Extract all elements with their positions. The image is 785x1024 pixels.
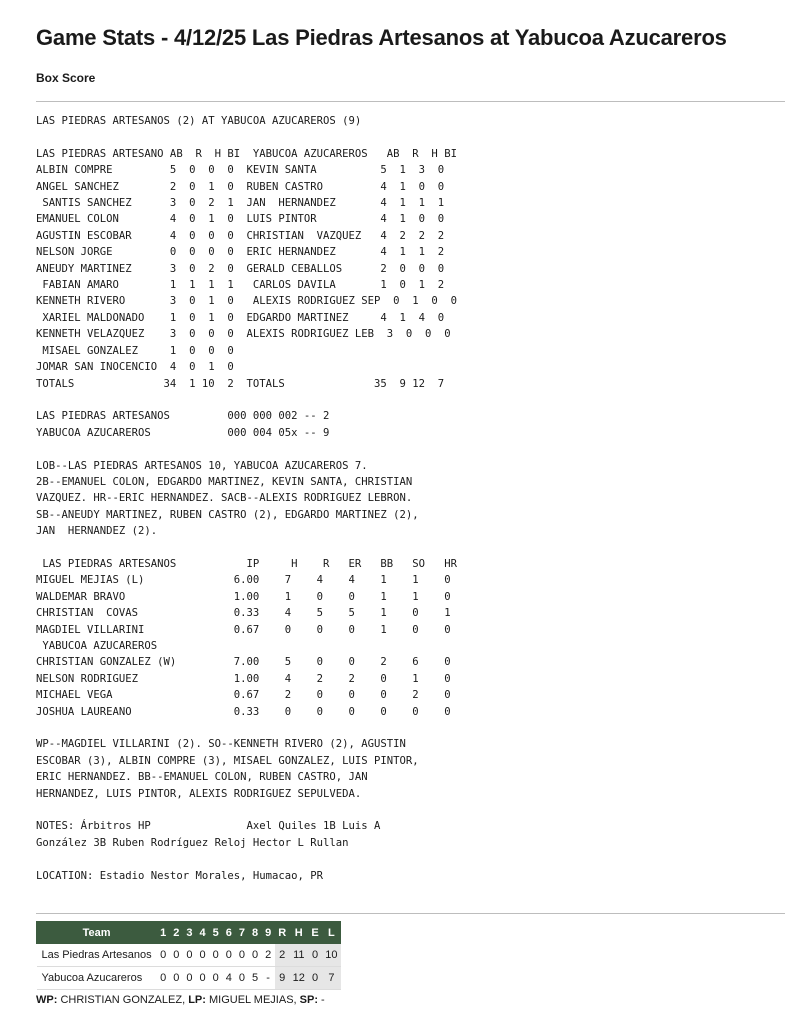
inning-cell: 0 <box>222 944 235 967</box>
header-cell: R <box>275 922 290 944</box>
runs-cell: 9 <box>275 967 290 990</box>
header-cell: 1 <box>157 922 170 944</box>
hits-cell: 11 <box>290 944 308 967</box>
header-cell: 7 <box>235 922 248 944</box>
linescore-table <box>36 921 341 990</box>
inning-cell: 0 <box>248 944 261 967</box>
inning-cell: 0 <box>196 944 209 967</box>
header-cell: 2 <box>170 922 183 944</box>
divider <box>36 101 785 102</box>
header-cell: 3 <box>183 922 196 944</box>
box-score-text: LAS PIEDRAS ARTESANOS (2) AT YABUCOA AZUCAREROS (9) LAS PIEDRAS ARTESANO AB R H BI YABUCOA AZUCAREROS AB R H BI ALBIN COMPRE 5 0 0 0 KEVIN SANTA 5 1 3 0 ANGEL SANCHEZ 2 0 1 0 RUBEN CASTRO 4 1 0 0 SANTIS SANCHEZ 3 0 2 1 JAN HERNANDEZ 4 1 1 1 EMANUEL COLON 4 0 1 0 LUIS PINTOR 4 1 0 0 AGUSTIN ESCOBAR 4 0 0 0 CHRISTIAN VAZQUEZ 4 2 2 2 NELSON JORGE 0 0 0 0 ERIC HERNANDEZ 4 1 1 2 ANEUDY MARTINEZ 3 0 2 0 GERALD CEBALLOS 2 0 0 0 FABIAN AMARO 1 1 1 1 CARLOS DAVILA 1 0 1 2 KENNETH RIVERO 3 0 1 0 ALEXIS RODRIGUEZ SEP 0 1 0 0 XARIEL MALDONADO 1 0 1 0 EDGARDO MARTINEZ 4 1 4 0 KENNETH VELAZQUEZ 3 0 0 0 ALEXIS RODRIGUEZ LEB 3 0 0 0 MISAEL GONZALEZ 1 0 0 0 JOMAR SAN INOCENCIO 4 0 1 0 TOTALS 34 1 10 2 TOTALS 35 9 12 7 LAS PIEDRAS ARTESANOS 000 000 002 -- 2 YABUCOA AZUCAREROS 000 004 05x -- 9 LOB--LAS PIEDRAS ARTESANOS 10, YABUCOA AZUCAREROS 7. 2B--EMANUEL COLON, EDGARDO MARTINEZ, KEVIN SANTA, CHRISTIAN VAZQUEZ. HR--ERIC HERNANDEZ. SACB--ALEXIS RODRIGUEZ LEBRON. SB--ANEUDY MARTINEZ, RUBEN CASTRO (2), EDGARDO MARTINEZ (2), JAN HERNANDEZ (2). LAS PIEDRAS ARTESANOS IP H R ER BB SO HR MIGUEL MEJIAS (L) 6.00 7 4 4 1 1 0 WALDEMAR BRAVO 1.00 1 0 0 1 1 0 CHRISTIAN COVAS 0.33 4 5 5 1 0 1 MAGDIEL VILLARINI 0.67 0 0 0 1 0 0 YABUCOA AZUCAREROS CHRISTIAN GONZALEZ (W) 7.00 5 0 0 2 6 0 NELSON RODRIGUEZ 1.00 4 2 2 0 1 0 MICHAEL VEGA 0.67 2 0 0 0 2 0 JOSHUA LAUREANO 0.33 0 0 0 0 0 0 WP--MAGDIEL VILLARINI (2). SO--KENNETH RIVERO (2), AGUSTIN ESCOBAR (3), ALBIN COMPRE (3), MISAEL GONZALEZ, LUIS PINTOR, ERIC HERNANDEZ. BB--EMANUEL COLON, RUBEN CASTRO, JAN HERNANDEZ, LUIS PINTOR, ALEXIS RODRIGUEZ SEPULVEDA. NOTES: Árbitros HP Axel Quiles 1B Luis A González 3B Ruben Rodríguez Reloj Hector L Rullan LOCATION: Estadio Nestor Morales, Humacao, PR <box>36 115 457 882</box>
errors-cell: 0 <box>308 944 322 967</box>
header-cell: 5 <box>209 922 222 944</box>
inning-cell: 0 <box>170 944 183 967</box>
header-cell: Team <box>37 922 157 944</box>
inning-cell: 2 <box>262 944 275 967</box>
inning-cell: 0 <box>183 967 196 990</box>
header-cell: 8 <box>248 922 261 944</box>
pitching-decisions <box>36 994 325 1006</box>
header-cell: 6 <box>222 922 235 944</box>
sp-value: - <box>318 994 325 1006</box>
lp-value: MIGUEL MEJIAS, <box>205 994 300 1006</box>
team-name: Las Piedras Artesanos <box>37 944 157 967</box>
team-name: Yabucoa Azucareros <box>37 967 157 990</box>
header-cell: 4 <box>196 922 209 944</box>
linescore-row <box>37 967 341 990</box>
inning-cell: 0 <box>235 944 248 967</box>
header-cell: L <box>322 922 340 944</box>
wp-value: CHRISTIAN GONZALEZ, <box>57 994 189 1006</box>
errors-cell: 0 <box>308 967 322 990</box>
inning-cell: 0 <box>157 944 170 967</box>
inning-cell: 0 <box>196 967 209 990</box>
sp-label: SP: <box>299 994 318 1006</box>
lob-cell: 7 <box>322 967 340 990</box>
page-title: Game Stats - 4/12/25 Las Piedras Artesanos at Yabucoa Azucareros <box>36 25 727 50</box>
lob-cell: 10 <box>322 944 340 967</box>
inning-cell: 0 <box>157 967 170 990</box>
lp-label: LP: <box>188 994 206 1006</box>
hits-cell: 12 <box>290 967 308 990</box>
linescore-row <box>37 944 341 967</box>
inning-cell: 0 <box>209 967 222 990</box>
divider <box>36 913 785 914</box>
header-cell: H <box>290 922 308 944</box>
inning-cell: 0 <box>209 944 222 967</box>
inning-cell: 4 <box>222 967 235 990</box>
inning-cell: 5 <box>248 967 261 990</box>
inning-cell: - <box>262 967 275 990</box>
header-cell: E <box>308 922 322 944</box>
inning-cell: 0 <box>170 967 183 990</box>
header-cell: 9 <box>262 922 275 944</box>
wp-label: WP: <box>36 994 58 1006</box>
inning-cell: 0 <box>235 967 248 990</box>
runs-cell: 2 <box>275 944 290 967</box>
section-title: Box Score <box>36 71 96 85</box>
linescore-header-row <box>37 922 341 944</box>
inning-cell: 0 <box>183 944 196 967</box>
